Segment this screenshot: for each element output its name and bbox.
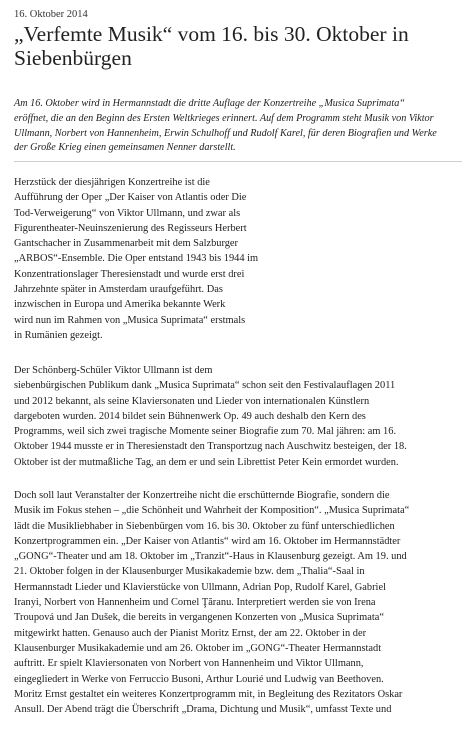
paragraph-line: Tod-Verweigerung“ von Viktor Ullmann, und zwar als [14,207,241,219]
paragraph-line: mitgewirkt hatten. Genauso auch der Pianist Moritz Ernst, der am 22. Oktober in der [14,627,367,639]
paragraph-3 [14,488,464,717]
paragraph-line: inzwischen in Europa und Amerika bekannte Werk [14,299,226,311]
paragraph-line: Hermannstadt Lieder und Klavierstücke von Ullmann, Adrian Pop, Rudolf Karel, Gabriel [14,581,386,593]
paragraph-line: Herzstück der diesjährigen Konzertreihe ist die [14,177,210,188]
paragraph-line: siebenbürgischen Publikum dank „Musica Suprimata“ schon seit den Festivalauflagen 2011 [14,380,396,392]
paragraph-line: Musik im Fokus stehen – „die Schönheit und Wahrheit der Komposition“. „Musica Suprimata“ [14,505,410,517]
lead-line: eröffnet, die an den Beginn des Ersten Weltkrieges erinnert. Auf dem Programm steht Musik von Viktor [14,112,434,124]
paragraph-line: Figurentheater-Neuinszenierung des Regisseurs Herbert [14,222,247,234]
paragraph-2 [14,363,464,470]
paragraph-line: dargeboten wurden. 2014 bildet sein Bühnenwerk Op. 49 auch deshalb den Kern des [14,410,366,422]
lead-line: der Große Krieg einen gemeinsamen Nenner darstellt. [14,142,236,154]
paragraph-line: Konzertprogrammen ein. „Der Kaiser von Atlantis“ wird am 16. Oktober im Hermannstädter [14,535,401,547]
paragraph-line: lädt die Musikliebhaber in Siebenbürgen vom 16. bis 30. Oktober zu fünf unterschiedlichen [14,520,395,532]
paragraph-line: in Rumänien gezeigt. [14,329,103,341]
paragraph-1 [14,175,464,343]
paragraph-line: Jahrzehnte später in Amsterdam uraufgeführt. Das [14,284,223,296]
paragraph-line: auftritt. Er spielt Klaviersonaten von Norbert von Hannenheim und Viktor Ullmann, [14,658,364,670]
paragraph-line: Der Schönberg-Schüler Viktor Ullmann ist dem [14,365,213,376]
paragraph-line: und 2012 bekannt, als seine Klaviersonaten und Lieder von internationalen Künstlern [14,395,370,407]
paragraph-line: Moritz Ernst gestaltet ein weiteres Konzertprogramm mit, in Begleitung des Rezitators Oskar [14,688,403,700]
paragraph-line: wird nun im Rahmen von „Musica Suprimata“ erstmals [14,314,246,326]
paragraph-line: Troupová und Jan Dušek, die bereits in vergangenen Konzerten von „Musica Suprimata“ [14,612,384,624]
paragraph-line: Doch soll laut Veranstalter der Konzertreihe nicht die erschütternde Biografie, sondern die [14,490,390,501]
paragraph-line: „ARBOS“-Ensemble. Die Oper entstand 1943 bis 1944 im [14,253,259,265]
article-date: 16. Oktober 2014 [14,9,88,20]
paragraph-line: Konzentrationslager Theresienstadt und wurde erst drei [14,268,245,280]
paragraph-line: eingegliedert in Werke von Ferruccio Busoni, Arthur Lourié und Ludwig van Beethoven. [14,673,384,685]
paragraph-line: „GONG“-Theater und am 18. Oktober im „Tranzit“-Haus in Klausenburg gezeigt. Am 19. und [14,551,407,563]
title-line: „Verfemte Musik“ vom 16. bis 30. Oktober in [14,22,409,46]
paragraph-line: Oktober 1944 musste er in Theresienstadt den Transportzug nach Auschwitz besteigen, der 18. [14,441,407,453]
title-line: Siebenbürgen [14,46,132,70]
paragraph-line: Ansull. Der Abend trägt die Überschrift „Drama, Dichtung und Musik“, umfasst Texte und [14,704,392,716]
paragraph-line: Klausenburger Musikakademie und am 26. Oktober im „GONG“-Theater Hermannstadt [14,642,382,654]
lead-line: Ullmann, Norbert von Hannenheim, Erwin Schulhoff und Rudolf Karel, für deren Biografien und Werke [14,127,437,139]
paragraph-line: Programms, weil sich zwei tragische Momente seiner Biografie zum 70. Mal jähren: am 16. [14,426,397,438]
article-title [14,22,464,70]
paragraph-line: Oktober ist der mutmaßliche Tag, an dem er und sein Librettist Peter Kein ermordet wurden. [14,456,399,468]
paragraph-line: 21. Oktober folgen in der Klausenburger Musikakademie bzw. dem „Thalia“-Saal in [14,566,365,578]
lead-divider [14,161,462,162]
lead-line: Am 16. Oktober wird in Hermannstadt die dritte Auflage der Konzertreihe „Musica Suprimata“ [14,98,405,109]
article-lead [14,97,464,156]
paragraph-line: Iranyi, Norbert von Hannenheim und Cornel Ţăranu. Interpretiert werden sie von Irena [14,597,376,609]
paragraph-line: Aufführung der Oper „Der Kaiser von Atlantis oder Die [14,192,247,204]
paragraph-line: Gantschacher in Zusammenarbeit mit dem Salzburger [14,238,238,250]
